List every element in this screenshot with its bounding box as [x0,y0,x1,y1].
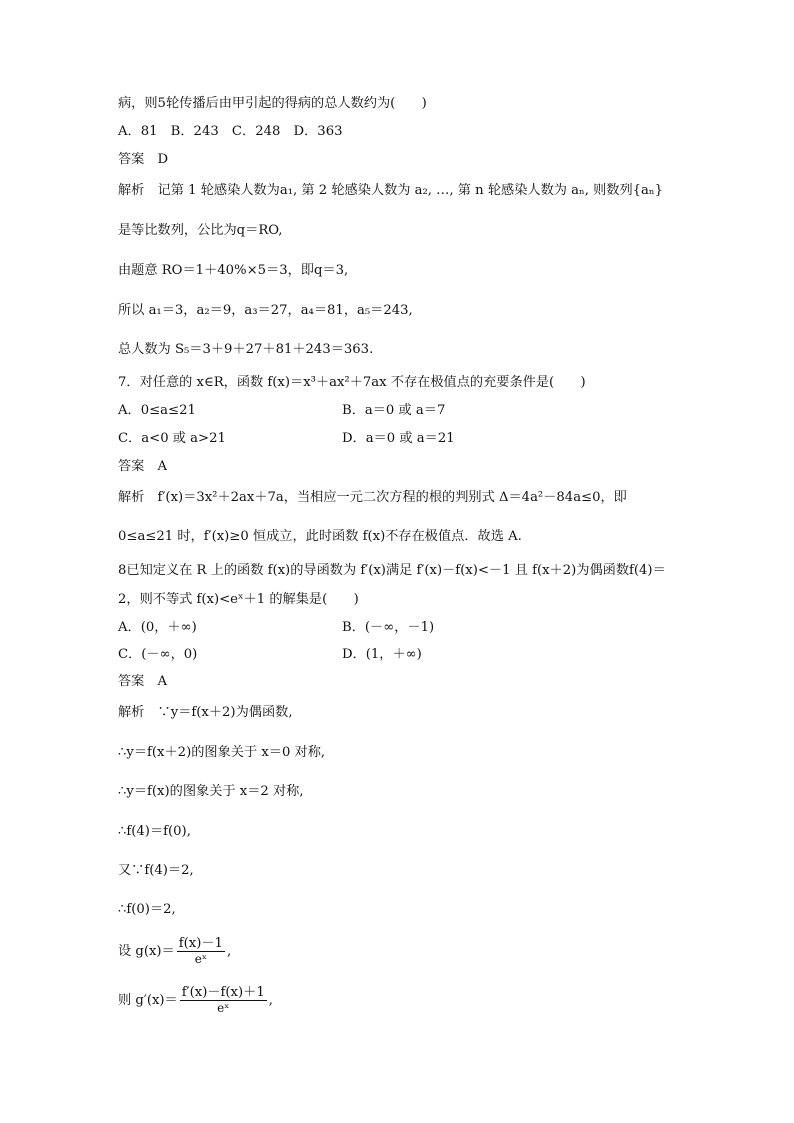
solution-8-line-4: ∴f(4)＝f(0), [118,824,191,839]
answer-6: 答案 D [118,152,169,167]
solution-7-line-2: 0≤a≤21 时，f′(x)≥0 恒成立，此时函数 f(x)不存在极值点．故选 A. [118,529,522,544]
solution-8-define-g [118,936,231,967]
solution-8-line-5: 又∵f(4)＝2, [118,863,194,878]
problem-8-option-c: C．(－∞，0) [118,647,198,662]
g-define-prefix: 设 g(x)＝ [118,944,175,959]
problem-7-option-c: C．a<0 或 a>21 [118,431,226,446]
g-derivative-numerator: f′(x)－f(x)＋1 [181,985,265,1000]
solution-8-line-1: 解析 ∵y＝f(x＋2)为偶函数, [118,705,293,720]
problem-8-stem-2: 2，则不等式 f(x)<eˣ＋1 的解集是( ) [118,592,359,607]
problem-8-stem-1: 8已知定义在 R 上的函数 f(x)的导函数为 f′(x)满足 f′(x)－f(x)<－1 且 f(x＋2)为偶函数f(4)＝ [118,563,666,578]
answer-8: 答案 A [118,674,168,689]
solution-8-line-6: ∴f(0)＝2, [118,902,176,917]
g-denominator: eˣ [194,952,207,966]
g-fraction [177,936,225,967]
problem-7-stem: 7．对任意的 x∈R，函数 f(x)＝x³＋ax²＋7ax 不存在极值点的充要条件是( ) [118,375,586,390]
solution-6-line-1: 解析 记第 1 轮感染人数为a₁, 第 2 轮感染人数为 a₂, …, 第 n 轮感染人数为 aₙ, 则数列{aₙ} [118,183,663,198]
solution-6-line-3: 由题意 RO＝1＋40%×5＝3，即q＝3, [118,263,349,278]
problem-8-option-a: A．(0，＋∞) [118,620,197,635]
problem-7-option-a: A．0≤a≤21 [118,403,196,418]
g-numerator: f(x)－1 [178,936,223,951]
solution-8-line-2: ∴y＝f(x＋2)的图象关于 x＝0 对称, [118,745,326,760]
solution-6-line-2: 是等比数列，公比为q＝RO, [118,223,283,238]
problem-8-option-d: D．(1，＋∞) [342,647,422,662]
g-derivative-prefix: 则 g′(x)＝ [118,993,178,1008]
g-define-suffix: , [226,944,232,959]
solution-8-derivative-g [118,985,273,1016]
solution-8-line-3: ∴y＝f(x)的图象关于 x＝2 对称, [118,784,304,799]
solution-6-line-5: 总人数为 S₅＝3＋9＋27＋81＋243＝363. [118,342,374,357]
problem-8-option-b: B．(－∞，－1) [342,620,435,635]
problem-7-option-b: B．a＝0 或 a＝7 [342,403,446,418]
problem-6-tail: 病，则5轮传播后由甲引起的得病的总人数约为( ) [118,96,427,111]
problem-7-option-d: D．a＝0 或 a＝21 [342,431,455,446]
solution-7-line-1: 解析 f′(x)＝3x²＋2ax＋7a，当相应一元二次方程的根的判别式 Δ＝4a²－84a≤0，即 [118,490,627,505]
solution-6-line-4: 所以 a₁＝3，a₂＝9，a₃＝27，a₄＝81，a₅＝243, [118,303,413,318]
g-derivative-fraction [180,985,267,1016]
problem-6-options: A．81 B．243 C．248 D．363 [118,124,343,139]
answer-7: 答案 A [118,459,168,474]
g-derivative-denominator: eˣ [217,1001,230,1015]
g-derivative-suffix: , [268,993,273,1008]
